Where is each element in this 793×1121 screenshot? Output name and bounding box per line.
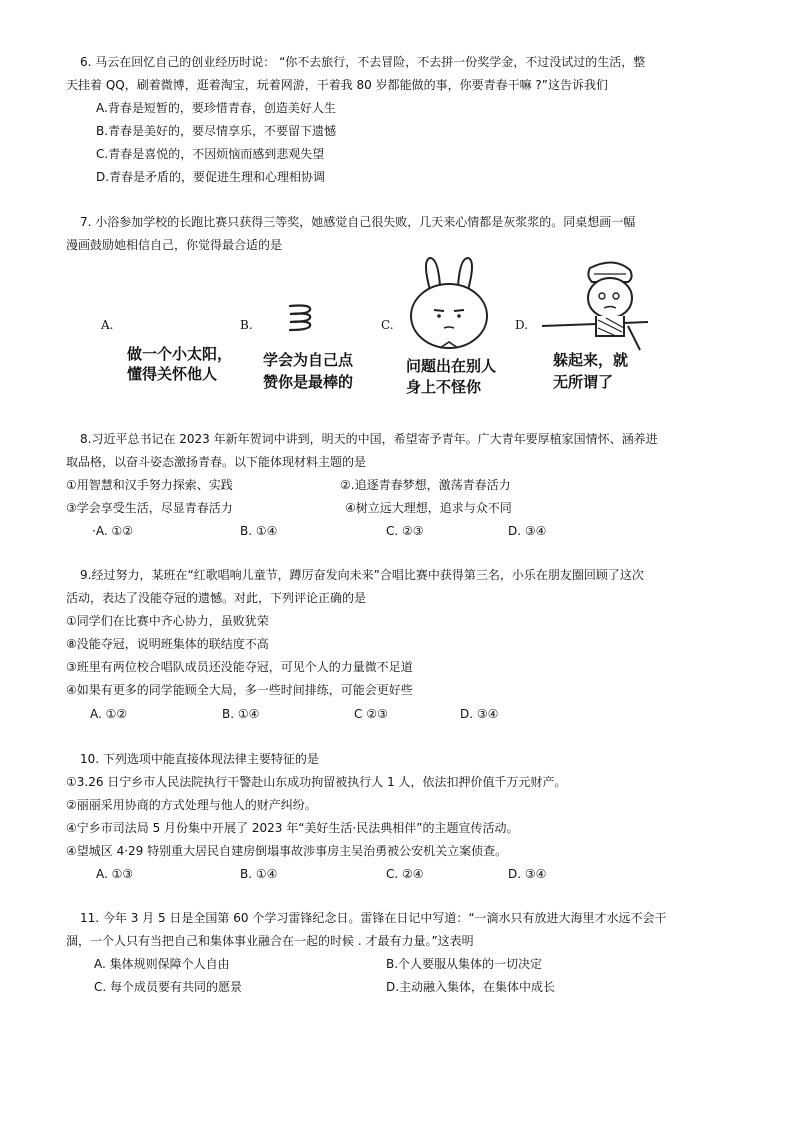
q10-option-d[interactable]: D. ③④: [508, 867, 547, 881]
q7-choice-d-caption2: 无所谓了: [553, 373, 614, 391]
q10-stem: 10. 下列选项中能直接体现法律主要特征的是: [80, 752, 319, 766]
q11-option-b[interactable]: B.个人要服从集体的一切决定: [386, 957, 543, 971]
q8-option-b[interactable]: B. ①④: [240, 524, 278, 538]
q10-statement-3: ④宁乡市司法局 5 月份集中开展了 2023 年“美好生活·民法典相伴”的主题宣传活动。: [66, 821, 519, 835]
q11-option-a[interactable]: A. 集体规则保障个人自由: [94, 957, 230, 971]
q7-choice-c-label[interactable]: C.: [381, 318, 394, 332]
q9-statement-1: ①同学们在比赛中齐心协力，虽败犹荣: [66, 614, 269, 628]
q9-statement-2: ⑧没能夺冠，说明班集体的联结度不高: [66, 637, 269, 651]
q7-stem-line2: 漫画鼓励她相信自己，你觉得最合适的是: [66, 238, 283, 252]
q7-stem-line1: 7. 小浴参加学校的长跑比赛只获得三等奖，她感觉自己很失败，几天来心情都是灰浆浆的。同桌想画一幅: [80, 215, 636, 229]
q7-choice-a-caption1: 做一个小太阳，: [127, 345, 233, 363]
q7-choice-a-label[interactable]: A.: [101, 318, 114, 332]
q7-choice-b-caption2: 赞你是最棒的: [263, 373, 354, 391]
q7-choice-d-label[interactable]: D.: [515, 318, 529, 332]
q11-option-d[interactable]: D.主动融入集体，在集体中成长: [386, 980, 556, 994]
q6-stem-line1: 6. 马云在回忆自己的创业经历时说： “你不去旅行，不去冒险，不去拼一份奖学金，不过没试过的生活，整: [80, 55, 646, 69]
q9-statement-3: ③班里有两位校合唱队成员还没能夺冠，可见个人的力量微不足道: [66, 660, 413, 674]
q7-choice-c-caption2: 身上不怪你: [406, 378, 482, 396]
q6-option-c[interactable]: C.青春是喜悦的，不因烦恼而感到悲观失望: [96, 147, 325, 161]
q7-choice-a-caption2: 懂得关怀他人: [127, 365, 218, 383]
q11-option-c[interactable]: C. 每个成员要有共同的愿景: [94, 980, 243, 994]
spring-icon: [284, 300, 318, 340]
q6-option-d[interactable]: D.青春是矛盾的，要促进生理和心理相协调: [96, 170, 326, 184]
q8-statement-2: ②.追逐青春梦想，激荡青春活力: [340, 478, 511, 492]
q10-option-a[interactable]: A. ①③: [96, 867, 134, 881]
q10-statement-4: ④望城区 4·29 特别重大居民自建房倒塌事故涉事房主吴治勇被公安机关立案侦查。: [66, 844, 508, 858]
q9-option-a[interactable]: A. ①②: [90, 707, 128, 721]
q9-statement-4: ④如果有更多的同学能顾全大局，多一些时间排练，可能会更好些: [66, 683, 413, 697]
q8-statement-1: ①用智慧和汉手努力探索、实践: [66, 478, 233, 492]
q10-statement-1: ①3.26 日宁乡市人民法院执行干警赴山东成功拘留被执行人 1 人，依法扣押价值千万元财产。: [66, 775, 567, 789]
q9-option-d[interactable]: D. ③④: [460, 707, 499, 721]
q11-stem-line1: 11. 今年 3 月 5 日是全国第 60 个学习雷锋纪念日。雷锋在日记中写道：“一滴水只有放进大海里才水远不会干: [80, 911, 667, 925]
q8-option-d[interactable]: D. ③④: [508, 524, 547, 538]
q10-option-b[interactable]: B. ①④: [240, 867, 278, 881]
q11-stem-line2: 涸，一个人只有当把自己和集体事业融合在一起的时候 . 才最有力量。”这表明: [66, 934, 474, 948]
q6-option-a[interactable]: A.背春是短暂的，要珍惜青春，创造美好人生: [96, 101, 336, 115]
q9-option-b[interactable]: B. ①④: [222, 707, 260, 721]
q7-choice-b-caption1: 学会为自己点: [263, 351, 354, 369]
q8-statement-3: ③学会享受生活，尽显青春活力: [66, 501, 233, 515]
q8-statement-4: ④树立远大理想，追求与众不同: [345, 501, 512, 515]
q10-statement-2: ②丽丽采用协商的方式处理与他人的财产纠纷。: [66, 798, 317, 812]
q9-stem-line2: 活动，表达了没能夺冠的遗憾。对此，下列评论正确的是: [66, 591, 367, 605]
q8-option-a[interactable]: ·A. ①②: [92, 524, 133, 538]
q6-option-b[interactable]: B.青春是美好的，要尽情享乐，不要留下遗憾: [96, 124, 337, 138]
q8-stem-line1: 8.习近平总书记在 2023 年新年贺词中讲到，明天的中国，希望寄予青年。广大青年要厚植家国情怀、涵养进: [80, 432, 658, 446]
q8-stem-line2: 取品格，以奋斗姿态激扬青春。以下能体现材料主题的是: [66, 455, 367, 469]
rabbit-cartoon-icon: [404, 256, 494, 356]
q7-choice-d-caption1: 躲起来，就: [553, 351, 629, 369]
q9-option-c[interactable]: C ②③: [354, 707, 388, 721]
q9-stem-line1: 9.经过努力，某班在“红歌唱响儿童节，蹲厉奋发向未来”合唱比赛中获得第三名，小乐在朋友圈回顾了这次: [80, 568, 644, 582]
q7-choice-b-label[interactable]: B.: [240, 318, 253, 332]
q10-option-c[interactable]: C. ②④: [386, 867, 424, 881]
hiding-boy-cartoon-icon: [536, 254, 656, 354]
q6-stem-line2: 天挂着 QQ，刷着微博，逛着淘宝，玩着网游，干着我 80 岁都能做的事，你要青春干嘛 ?”这告诉我们: [66, 78, 609, 92]
q7-choice-c-caption1: 问题出在别人: [406, 357, 497, 375]
q8-option-c[interactable]: C. ②③: [386, 524, 424, 538]
